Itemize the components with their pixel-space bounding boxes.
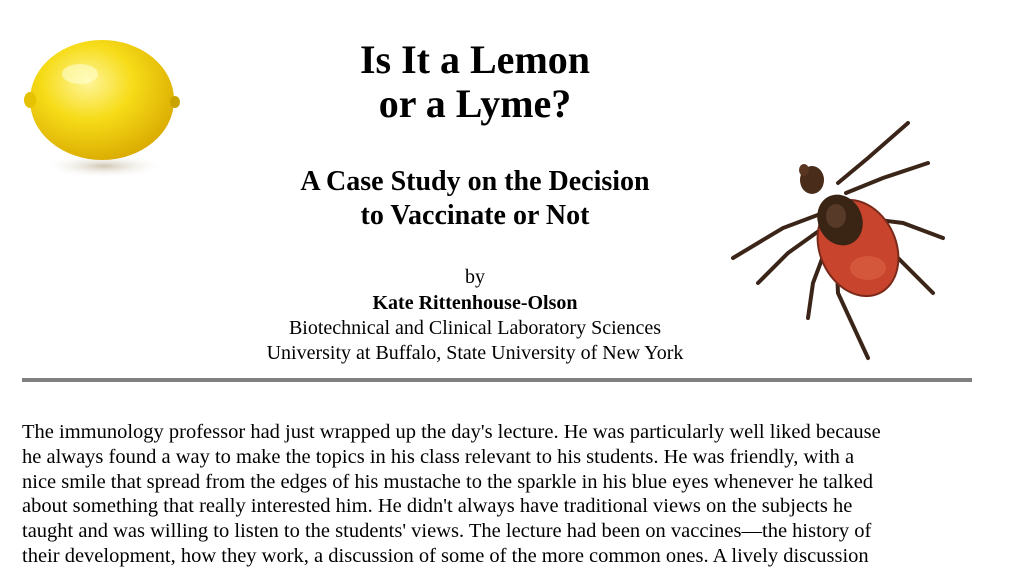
author-name: Kate Rittenhouse-Olson <box>372 292 578 314</box>
body-line: about something that really interested him. He didn't always have traditional views on the subjects he <box>22 495 853 518</box>
byline-by: by <box>465 266 485 288</box>
body-line: taught and was willing to listen to the students' views. The lecture had been on vaccines—the history of <box>22 520 872 543</box>
body-line: The immunology professor had just wrapped up the day's lecture. He was particularly well liked because <box>22 421 881 443</box>
subtitle-line-1: A Case Study on the Decision <box>300 166 650 197</box>
body-paragraph <box>22 420 1012 569</box>
body-line: he always found a way to make the topics in his class relevant to his students. He was friendly, with a <box>22 445 855 468</box>
horizontal-rule <box>22 378 972 382</box>
author-department: Biotechnical and Clinical Laboratory Sciences <box>288 317 662 339</box>
page-title <box>0 38 950 126</box>
page-subtitle <box>0 165 950 233</box>
author-university: University at Buffalo, State University of New York <box>266 342 684 364</box>
title-line-1: Is It a Lemon <box>359 37 591 82</box>
subtitle-line-2: to Vaccinate or Not <box>360 200 590 231</box>
body-line: their development, how they work, a discussion of some of the more common ones. A lively discussion <box>22 544 869 567</box>
title-line-2: or a Lyme? <box>378 81 572 126</box>
body-line: nice smile that spread from the edges of his mustache to the sparkle in his blue eyes whenever he talked <box>22 470 874 493</box>
